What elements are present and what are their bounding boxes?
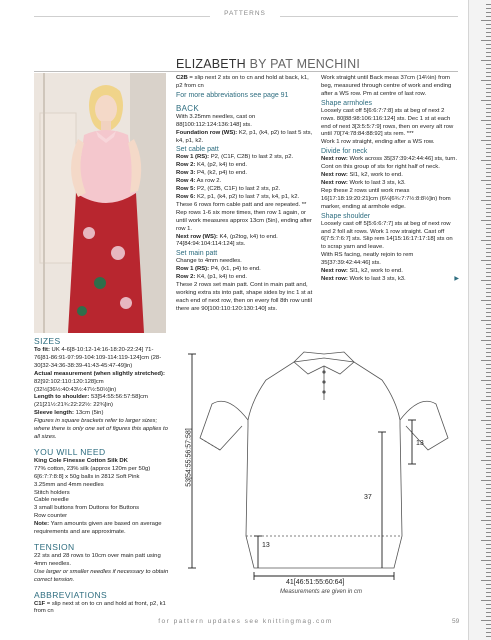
ruler-tick bbox=[486, 176, 491, 177]
header-rule-right bbox=[280, 16, 458, 17]
ruler-tick bbox=[486, 376, 491, 377]
set-cable-heading: Set cable patt bbox=[176, 146, 219, 154]
ruler-tick bbox=[486, 468, 491, 469]
ruler-tick bbox=[486, 132, 491, 133]
ruler-tick bbox=[486, 472, 491, 473]
ruler-tick bbox=[486, 432, 491, 433]
back-intro: With 3.25mm needles, cast on 88[100:112:124:136:148] sts. bbox=[176, 113, 256, 128]
ruler-tick bbox=[486, 44, 491, 45]
ruler-tick bbox=[486, 572, 491, 573]
cable-row: Row 1 (RS): P2, (C1F, C2B) to last 2 sts, p2. bbox=[176, 154, 294, 161]
foundation-row: Foundation row (WS): K2, p1, (k4, p2) to last 5 sts, k4, p1, k2. bbox=[176, 129, 313, 144]
ruler-tick bbox=[486, 152, 491, 153]
ruler-tick bbox=[486, 216, 491, 217]
ruler-tick bbox=[486, 492, 491, 493]
need-item: 3.25mm and 4mm needles bbox=[34, 481, 104, 488]
cable-row: Row 3: P4, (k2, p4) to end. bbox=[176, 170, 248, 177]
ruler-tick bbox=[486, 404, 491, 405]
ruler-tick bbox=[486, 128, 491, 129]
ruler-tick bbox=[486, 496, 491, 497]
width-dimension-label: 41[46:51:55:60:64] bbox=[286, 579, 345, 586]
ruler-tick bbox=[486, 476, 491, 477]
ruler-tick bbox=[481, 580, 491, 581]
need-item: Cable needle bbox=[34, 497, 69, 504]
neck-text: Cont on this group of sts for right half of neck. bbox=[321, 164, 440, 171]
ruler-tick bbox=[486, 536, 491, 537]
ruler-tick bbox=[481, 420, 491, 421]
ruler-tick bbox=[486, 104, 491, 105]
measuring-ruler bbox=[468, 0, 491, 640]
you-will-need-heading: YOU WILL NEED bbox=[34, 446, 106, 457]
ruler-tick bbox=[486, 56, 491, 57]
ruler-tick bbox=[486, 636, 491, 637]
ruler-tick bbox=[481, 80, 491, 81]
ruler-tick bbox=[486, 444, 491, 445]
ruler-tick bbox=[486, 88, 491, 89]
ruler-tick bbox=[486, 96, 491, 97]
cable-row: Row 2: K4, (p2, k4) to end. bbox=[176, 162, 248, 169]
ruler-tick bbox=[486, 92, 491, 93]
ruler-tick bbox=[486, 4, 491, 5]
ruler-tick bbox=[486, 452, 491, 453]
next-row-ws: Next row (WS): K4, (p2tog, k4) to end. 74[84:94:104:114:124] sts. bbox=[176, 233, 278, 248]
ruler-tick bbox=[486, 192, 491, 193]
straight-text: Work straight until Back meas 37cm (14½in) from beg, measured through centre of work and ending after a WS row. Pm at centre of last row. bbox=[321, 75, 452, 97]
next-row: Next row: Sl1, k2, work to end. bbox=[321, 172, 403, 179]
ruler-tick bbox=[486, 68, 491, 69]
ruler-tick bbox=[486, 248, 491, 249]
sleeve-line: Sleeve length: 13cm (5in) bbox=[34, 410, 104, 417]
repeat-neck-text: Rep these 2 rows until work meas 16[17:18:19:20:21]cm (6¼[6¾:7:7½:8:8½]in) from marker, ending at armhole edge. bbox=[321, 187, 451, 210]
ruler-tick bbox=[481, 240, 491, 241]
ruler-tick bbox=[486, 168, 491, 169]
column-back bbox=[176, 75, 314, 314]
ruler-tick bbox=[486, 228, 491, 229]
ruler-tick bbox=[481, 520, 491, 521]
ruler-tick bbox=[486, 464, 491, 465]
ruler-tick bbox=[486, 352, 491, 353]
section-label: PATTERNS bbox=[224, 10, 266, 17]
ruler-tick bbox=[486, 332, 491, 333]
cable-row: Row 4: As row 2. bbox=[176, 178, 222, 185]
ruler-tick bbox=[486, 348, 491, 349]
armholes-text: Loosely cast off 5[6:6:7:7:8] sts at beg of next 2 rows. 80[88:98:106:116:124] sts. Dec 1 st at each end of next 3[3:5:5:7:9] rows, then on every alt row until 70[74:78:84:88:92] sts rem. *** bbox=[321, 107, 454, 138]
rejoin-text: With RS facing, neatly rejoin to rem 35[37:39:42:44:46] sts. bbox=[321, 252, 414, 267]
length-line: Length to shoulder: 53[54:55:56:57:58]cm (21[21½:21¾:22:22½: 22¾]in) bbox=[34, 394, 148, 409]
abbreviations-heading: ABBREVIATIONS bbox=[34, 589, 108, 600]
ruler-tick bbox=[486, 396, 491, 397]
ruler-tick bbox=[481, 560, 491, 561]
ruler-tick bbox=[481, 280, 491, 281]
ruler-tick bbox=[486, 448, 491, 449]
ruler-tick bbox=[486, 24, 491, 25]
ruler-tick bbox=[486, 328, 491, 329]
ruler-tick bbox=[486, 552, 491, 553]
ruler-tick bbox=[486, 316, 491, 317]
ruler-tick bbox=[486, 412, 491, 413]
rib-dimension-label: 13 bbox=[262, 542, 270, 549]
ruler-tick bbox=[486, 232, 491, 233]
next-row: Next row: Sl1, k2, work to end. bbox=[321, 268, 403, 275]
ruler-tick bbox=[486, 308, 491, 309]
ruler-tick bbox=[486, 72, 491, 73]
ruler-tick bbox=[481, 600, 491, 601]
straight-row-text: Work 1 row straight, ending after a WS row. bbox=[321, 139, 435, 146]
ruler-tick bbox=[486, 212, 491, 213]
ruler-tick bbox=[486, 424, 491, 425]
ruler-tick bbox=[486, 252, 491, 253]
header-rule-left bbox=[34, 16, 210, 17]
ruler-tick bbox=[486, 196, 491, 197]
ruler-tick bbox=[481, 380, 491, 381]
main-intro: Change to 4mm needles. bbox=[176, 258, 242, 265]
ruler-tick bbox=[486, 616, 491, 617]
ruler-tick bbox=[486, 48, 491, 49]
ruler-tick bbox=[486, 364, 491, 365]
ruler-tick bbox=[486, 512, 491, 513]
garment-schematic bbox=[176, 340, 466, 598]
shape-shoulder-heading: Shape shoulder bbox=[321, 212, 371, 220]
ruler-tick bbox=[486, 136, 491, 137]
ruler-tick bbox=[486, 108, 491, 109]
ruler-tick bbox=[486, 568, 491, 569]
ruler-tick bbox=[486, 532, 491, 533]
ruler-tick bbox=[486, 416, 491, 417]
ruler-tick bbox=[486, 148, 491, 149]
ruler-tick bbox=[486, 272, 491, 273]
shoulder-text: Loosely cast off 5[5:6:6:7:7] sts at beg of next row and 2 foll alt rows. Work 1 row straight. Cast off 6[7:5:7:6:7] sts. Slip rem 14[15:16:17:17:18] sts on to scrap yarn and leave. bbox=[321, 220, 453, 251]
ruler-tick bbox=[486, 384, 491, 385]
model-photo bbox=[34, 73, 166, 333]
next-row: Next row: Work to last 3 sts, k3. bbox=[321, 179, 406, 186]
ruler-tick bbox=[486, 516, 491, 517]
page-number: 59 bbox=[452, 618, 460, 625]
ruler-tick bbox=[486, 628, 491, 629]
ruler-tick bbox=[486, 336, 491, 337]
ruler-tick bbox=[486, 16, 491, 17]
ruler-tick bbox=[481, 260, 491, 261]
ruler-tick bbox=[486, 548, 491, 549]
ruler-tick bbox=[486, 504, 491, 505]
ruler-tick bbox=[486, 28, 491, 29]
ruler-tick bbox=[486, 36, 491, 37]
ruler-tick bbox=[481, 60, 491, 61]
footer-url: for pattern updates see knittingmag.com bbox=[158, 618, 333, 625]
ruler-tick bbox=[486, 528, 491, 529]
ruler-tick bbox=[486, 344, 491, 345]
ruler-tick bbox=[486, 172, 491, 173]
ruler-tick bbox=[481, 200, 491, 201]
ruler-tick bbox=[486, 164, 491, 165]
ruler-tick bbox=[486, 112, 491, 113]
ruler-tick bbox=[481, 40, 491, 41]
ruler-tick bbox=[486, 324, 491, 325]
sizes-note: Figures in square brackets refer to larger sizes; where there is only one set of figures this applies to all sizes. bbox=[34, 418, 168, 440]
ruler-tick bbox=[486, 124, 491, 125]
ruler-tick bbox=[486, 116, 491, 117]
title-rule bbox=[34, 71, 458, 72]
rows-summary: These 6 rows form cable patt and are repeated. ** bbox=[176, 201, 307, 208]
ruler-tick bbox=[486, 188, 491, 189]
c2b-definition: C2B = slip next 2 sts on to cn and hold at back, k1, p2 from cn bbox=[176, 75, 309, 89]
ruler-tick bbox=[486, 208, 491, 209]
ruler-tick bbox=[486, 388, 491, 389]
shape-armholes-heading: Shape armholes bbox=[321, 99, 372, 107]
ruler-tick bbox=[481, 400, 491, 401]
ruler-tick bbox=[486, 52, 491, 53]
ruler-tick bbox=[486, 604, 491, 605]
need-item: Row counter bbox=[34, 513, 68, 520]
ruler-tick bbox=[486, 76, 491, 77]
tension-note: Use larger or smaller needles if necessary to obtain correct tension. bbox=[34, 568, 169, 583]
ruler-tick bbox=[481, 340, 491, 341]
ruler-tick bbox=[486, 428, 491, 429]
back-heading: BACK bbox=[176, 103, 199, 113]
length-dimension-label: 53[54:55:56:57:58] bbox=[185, 428, 193, 487]
set-main-heading: Set main patt bbox=[176, 250, 218, 258]
ruler-tick bbox=[486, 12, 491, 13]
ruler-tick bbox=[486, 184, 491, 185]
ruler-tick bbox=[481, 20, 491, 21]
ruler-tick bbox=[486, 556, 491, 557]
pattern-byline: BY PAT MENCHINI bbox=[249, 57, 360, 71]
next-row: Next row: Work to last 3 sts, k3. ▶ bbox=[321, 275, 459, 282]
ruler-tick bbox=[486, 284, 491, 285]
ruler-tick bbox=[486, 312, 491, 313]
yarn-details: 77% cotton, 23% silk (approx 120m per 50g) 6[6:7:7:8:8] x 50g balls in 2812 Soft Pink bbox=[34, 465, 151, 480]
divide-neck-heading: Divide for neck bbox=[321, 148, 368, 156]
ruler-tick bbox=[486, 584, 491, 585]
ruler-tick bbox=[486, 564, 491, 565]
ruler-tick bbox=[481, 320, 491, 321]
ruler-tick bbox=[486, 84, 491, 85]
main-text: These 2 rows set main patt. Cont in main patt and, working extra sts into patt, shape sides by inc 1 st at each end of next row, then on every foll 8th row until there are 90[100:110:120:130:140] sts. bbox=[176, 282, 313, 312]
ruler-tick bbox=[486, 236, 491, 237]
yarn-note: Note: Yarn amounts given are based on average requirements and are approximate. bbox=[34, 521, 162, 536]
ruler-tick bbox=[486, 244, 491, 245]
ruler-tick bbox=[486, 588, 491, 589]
ruler-tick bbox=[486, 292, 491, 293]
ruler-tick bbox=[486, 224, 491, 225]
cable-row: Row 6: K2, p1, (k4, p2) to last 7 sts, k4, p1, k2. bbox=[176, 193, 300, 200]
actual-measurement: Actual measurement (when slightly stretched): 82[92:102:110:120:128]cm (32½[36½:40:43½:47½:50½]in) bbox=[34, 370, 165, 393]
tension-text: 22 sts and 28 rows to 10cm over main patt using 4mm needles. bbox=[34, 552, 161, 567]
ruler-tick bbox=[486, 508, 491, 509]
yarn-name: King Cole Finesse Cotton Silk DK bbox=[34, 457, 128, 464]
ruler-tick bbox=[486, 484, 491, 485]
ruler-tick bbox=[486, 524, 491, 525]
ruler-tick bbox=[486, 576, 491, 577]
ruler-tick bbox=[486, 264, 491, 265]
more-abbreviations-link[interactable]: For more abbreviations see page 91 bbox=[176, 91, 289, 99]
pattern-title bbox=[176, 57, 360, 71]
measurements-caption: Measurements are given in cm bbox=[280, 589, 363, 595]
ruler-tick bbox=[486, 436, 491, 437]
ruler-tick bbox=[481, 140, 491, 141]
ruler-tick bbox=[481, 300, 491, 301]
ruler-tick bbox=[486, 596, 491, 597]
sizes-heading: SIZES bbox=[34, 336, 61, 346]
ruler-tick bbox=[486, 144, 491, 145]
ruler-tick bbox=[486, 372, 491, 373]
column-armholes bbox=[321, 75, 459, 284]
ruler-tick bbox=[486, 276, 491, 277]
ruler-tick bbox=[486, 64, 491, 65]
ruler-tick bbox=[481, 460, 491, 461]
ruler-tick bbox=[486, 368, 491, 369]
cable-row: Row 5: P2, (C2B, C1F) to last 2 sts, p2. bbox=[176, 186, 281, 193]
need-item: 3 small buttons from Duttons for Buttons bbox=[34, 505, 140, 512]
main-row: Row 1 (RS): P4, (k1, p4) to end. bbox=[176, 266, 261, 273]
ruler-tick bbox=[486, 32, 491, 33]
sleeve-dimension-label: 13 bbox=[416, 440, 424, 447]
continue-arrow-icon: ▶ bbox=[454, 275, 459, 282]
repeat-text: Rep rows 1-6 six more times, then row 1 again, or until work measures approx 13cm (5in), ending after row 1. bbox=[176, 209, 312, 232]
ruler-tick bbox=[486, 456, 491, 457]
ruler-tick bbox=[486, 156, 491, 157]
ruler-tick bbox=[481, 480, 491, 481]
ruler-tick bbox=[486, 296, 491, 297]
main-row: Row 2: K4, (p1, k4) to end. bbox=[176, 274, 248, 281]
ruler-tick bbox=[481, 100, 491, 101]
ruler-tick bbox=[481, 160, 491, 161]
ruler-tick bbox=[486, 544, 491, 545]
ruler-tick bbox=[486, 288, 491, 289]
ruler-tick bbox=[486, 304, 491, 305]
ruler-tick bbox=[481, 180, 491, 181]
schematic-svg bbox=[176, 340, 466, 598]
ruler-tick bbox=[486, 256, 491, 257]
need-item: Stitch holders bbox=[34, 489, 70, 496]
ruler-tick bbox=[481, 360, 491, 361]
ruler-tick bbox=[486, 632, 491, 633]
c1f-definition: C1F = slip next st on to cn and hold at front, p2, k1 from cn bbox=[34, 600, 166, 615]
ruler-tick bbox=[481, 540, 491, 541]
ruler-tick bbox=[486, 408, 491, 409]
next-row: Next row: Work across 35[37:39:42:44:46] sts, turn. bbox=[321, 156, 458, 163]
model-photo-illustration bbox=[34, 73, 166, 333]
ruler-tick bbox=[486, 488, 491, 489]
column-sizes bbox=[34, 336, 169, 616]
ruler-tick bbox=[486, 8, 491, 9]
tension-heading: TENSION bbox=[34, 541, 75, 552]
ruler-tick bbox=[486, 204, 491, 205]
ruler-tick bbox=[481, 440, 491, 441]
side-dimension-label: 37 bbox=[364, 494, 372, 501]
ruler-tick bbox=[486, 592, 491, 593]
pattern-name: ELIZABETH bbox=[176, 57, 246, 71]
ruler-tick bbox=[486, 608, 491, 609]
ruler-tick bbox=[486, 392, 491, 393]
ruler-tick bbox=[486, 268, 491, 269]
ruler-tick bbox=[481, 120, 491, 121]
ruler-tick bbox=[481, 220, 491, 221]
fit-line: To fit: UK 4-6[8-10:12-14:16-18:20-22:24] 71-76[81-86:91-97:99-104:109-114:119-124]cm (28-30[32-34:36-38:39-41:43-45:47-49]in) bbox=[34, 347, 162, 369]
ruler-tick bbox=[486, 356, 491, 357]
ruler-tick bbox=[481, 500, 491, 501]
ruler-tick bbox=[486, 612, 491, 613]
